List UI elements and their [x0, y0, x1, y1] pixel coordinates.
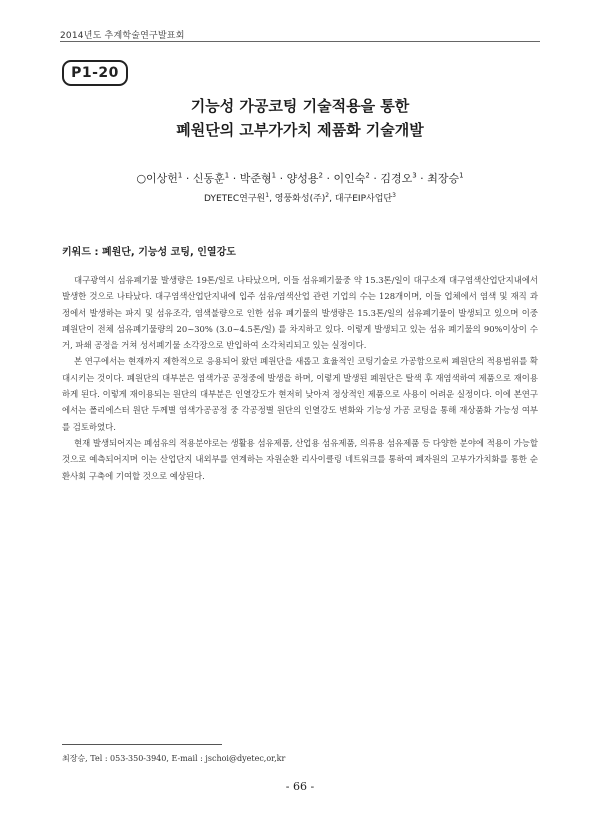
author-separator: ·: [416, 172, 428, 185]
author-superscript: 1: [459, 171, 464, 180]
page-number: - 66 -: [285, 780, 315, 793]
affiliation-superscript: 1: [265, 192, 270, 199]
paragraph-2: 본 연구에서는 현재까지 제한적으로 응용되어 왔던 폐원단을 새롭고 효율적인 코팅기술로 가공함으로써 폐원단의 적용범위를 확대시키는 것이다. 폐원단의 대부분은 염색가공 공정중에 발생을 하며, 이렇게 발생된 폐원단은 탈색 후 재염색하여 제품으로 재이용하게 된다. 이렇게 재이용되는 원단의 대부분은 인열강도가 현저히 낮아져 정상적인 제품으로 사용이 어려운 실정이다. 이에 본연구에서는 폴리에스터 원단 두께별 염색가공공정 중 각공정별 원단의 인열강도 변화와 기능성 가공 코팅을 통해 재상품화 가능성 여부를 검토하였다.: [62, 356, 538, 432]
author-list: [60, 170, 540, 186]
paragraph-3: 현재 발생되어지는 폐섬유의 적용분야로는 생활용 섬유제품, 산업용 섬유제품, 의류용 섬유제품 등 다양한 분야에 적용이 가능할 것으로 예측되어지며 이는 산업단지 내외부를 연계하는 자원순환 리사이클링 네트워크를 통하여 폐자원의 고부가가치화를 통한 순환사회 구축에 기여할 것으로 예상된다.: [62, 437, 538, 481]
author-superscript: 1: [224, 171, 230, 180]
affiliation-name: DYETEC연구원: [204, 194, 266, 204]
affiliation-name: 영풍화성(주): [274, 194, 326, 204]
keywords: 키워드 : 폐원단, 기능성 코팅, 인열강도: [62, 247, 236, 258]
author-name: 박준형: [239, 172, 272, 185]
header-rule: [60, 41, 540, 42]
affiliation-superscript: 2: [325, 192, 330, 199]
affiliation-name: 대구EIP사업단: [334, 194, 393, 204]
author-superscript: 1: [271, 171, 277, 180]
paper-title: [60, 94, 540, 142]
author-name: ○이상헌: [136, 172, 178, 185]
paragraph-1: 대구광역시 섬유폐기물 발생량은 19톤/일로 나타났으며, 이들 섬유폐기물중 약 15.3톤/일이 대구소재 대구염색산업단지내에서 발생한 것으로 나타났다. 대구염색산업단지내에 입주 섬유/염색산업 관련 기업의 수는 128개이며, 이들 업체에서 염색 및 재직 과정에서 발생하는 파지 및 섬유조각, 염색불량으로 인한 섬유 폐기물의 발생량은 15.3톤/일의 섬유폐기물이 발생되고 있으며 이중 폐원단이 전체 섬유폐기물량의 20~30% (3.0~4.5톤/일) 를 차지하고 있다. 이렇게 발생되고 있는 섬유 폐기물의 90%이상이 수거, 파쇄 공정을 거쳐 성서폐기물 소각장으로 반입하여 소각처리되고 있는 실정이다.: [62, 275, 538, 351]
author-name: 이인숙: [333, 172, 366, 185]
author-separator: ·: [182, 172, 193, 185]
author-separator: ·: [276, 172, 287, 185]
author-separator: ·: [369, 172, 381, 185]
conference-header: 2014년도 추계학술연구발표회: [60, 31, 185, 41]
affiliation-superscript: 3: [392, 192, 396, 199]
author-separator: ·: [322, 172, 334, 185]
author-superscript: 1: [177, 171, 183, 180]
affiliation-separator: ,: [329, 194, 335, 204]
author-superscript: 2: [318, 171, 323, 180]
affiliation-separator: ,: [269, 194, 275, 204]
title-line-1: 기능성 가공코팅 기술적용을 통한: [190, 97, 410, 115]
paper-code-badge: P1-20: [62, 60, 128, 86]
abstract-body: [62, 272, 538, 484]
title-line-2: 폐원단의 고부가가치 제품화 기술개발: [176, 121, 424, 139]
author-superscript: 3: [412, 171, 417, 180]
author-name: 양성용: [286, 172, 319, 185]
footnote: 최장승, Tel : 053-350-3940, E-mail : jschoi@dyetec,or,kr: [62, 754, 286, 763]
footnote-rule: [62, 744, 222, 745]
author-name: 김경오: [380, 172, 413, 185]
author-name: 최장승: [427, 172, 460, 185]
author-name: 신동훈: [192, 172, 225, 185]
author-separator: ·: [229, 172, 240, 185]
author-superscript: 2: [365, 171, 370, 180]
affiliation-list: [60, 191, 540, 204]
